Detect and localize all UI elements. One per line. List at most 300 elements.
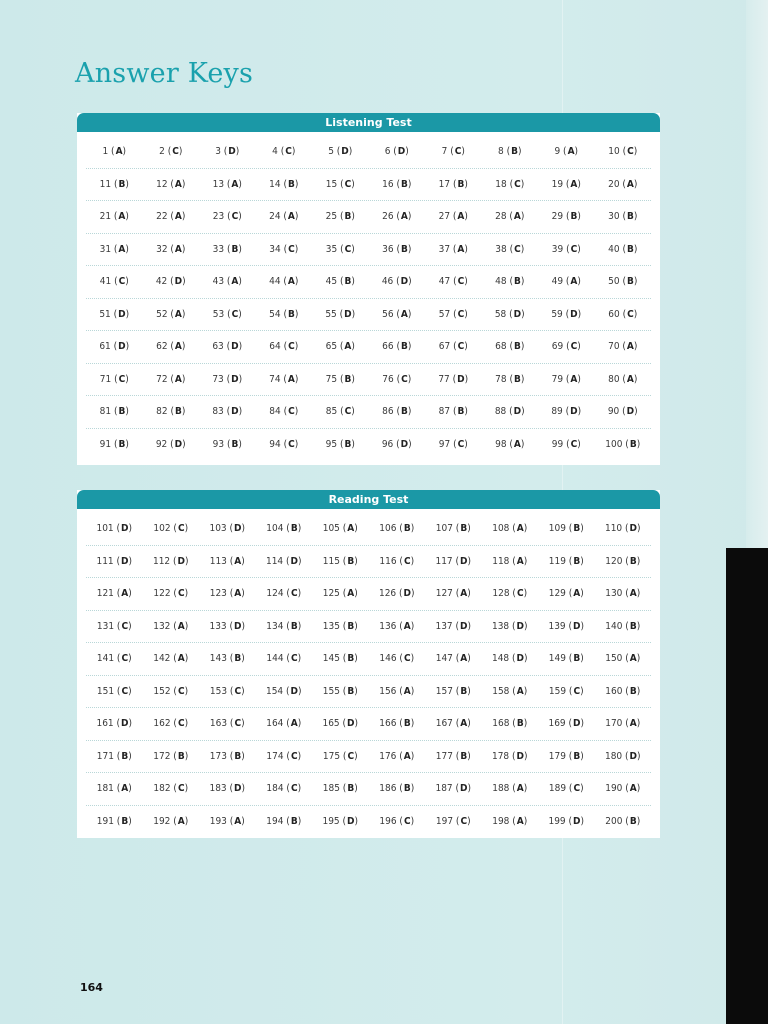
question-number: 91 bbox=[99, 438, 112, 450]
question-number: 150 bbox=[605, 653, 623, 665]
question-number: 111 bbox=[96, 555, 114, 567]
answer-cell: 27 (A) bbox=[438, 211, 468, 223]
answer-cell: 16 (B) bbox=[382, 178, 412, 190]
answer-letter: A bbox=[400, 211, 408, 223]
answer-cell: 42 (D) bbox=[155, 276, 186, 288]
answer-cell: 51 (D) bbox=[99, 308, 130, 320]
answer-row bbox=[86, 643, 651, 676]
answer-cell: 183 (D) bbox=[209, 783, 246, 795]
answer-cell: 163 (C) bbox=[209, 718, 245, 730]
answer-letter: D bbox=[231, 406, 239, 418]
answer-letter: D bbox=[460, 555, 468, 567]
answer-cell: 199 (D) bbox=[548, 815, 585, 827]
answer-cell: 164 (A) bbox=[266, 718, 302, 730]
answer-cell: 103 (D) bbox=[209, 523, 246, 535]
answer-cell: 181 (A) bbox=[96, 783, 132, 795]
answer-letter: B bbox=[400, 178, 408, 190]
answer-cell: 28 (A) bbox=[495, 211, 525, 223]
answer-cell: 129 (A) bbox=[548, 588, 584, 600]
answer-letter: B bbox=[573, 653, 581, 665]
answer-cell: 135 (B) bbox=[322, 620, 358, 632]
answer-letter: A bbox=[174, 341, 182, 353]
question-number: 153 bbox=[209, 685, 228, 697]
answer-letter: A bbox=[516, 783, 524, 795]
question-number: 82 bbox=[156, 406, 168, 418]
question-number: 98 bbox=[495, 438, 507, 450]
answer-letter: A bbox=[234, 815, 242, 827]
question-number: 95 bbox=[325, 438, 338, 450]
answer-cell: 173 (B) bbox=[209, 750, 245, 762]
question-number: 93 bbox=[212, 438, 225, 450]
answer-cell: 34 (C) bbox=[269, 243, 299, 255]
question-number: 30 bbox=[608, 211, 620, 223]
question-number: 166 bbox=[379, 718, 397, 730]
question-number: 170 bbox=[605, 718, 623, 730]
question-number: 137 bbox=[435, 620, 453, 632]
question-number: 151 bbox=[96, 685, 115, 697]
question-number: 122 bbox=[153, 588, 171, 600]
answer-cell: 37 (A) bbox=[438, 243, 468, 255]
answer-row bbox=[86, 201, 651, 234]
answer-cell: 63 (D) bbox=[212, 341, 243, 353]
question-number: 8 bbox=[498, 146, 504, 158]
answer-letter: D bbox=[516, 620, 524, 632]
page-number: 164 bbox=[80, 981, 103, 994]
question-number: 127 bbox=[435, 588, 453, 600]
answer-cell: 187 (D) bbox=[435, 783, 472, 795]
question-number: 9 bbox=[554, 146, 561, 158]
answer-letter: D bbox=[573, 815, 581, 827]
answer-letter: D bbox=[231, 373, 239, 385]
answer-row bbox=[86, 331, 651, 364]
answer-cell: 178 (D) bbox=[491, 750, 528, 762]
answer-letter: B bbox=[174, 406, 182, 418]
question-number: 161 bbox=[96, 718, 114, 730]
answer-cell: 114 (D) bbox=[265, 555, 302, 567]
answer-cell: 118 (A) bbox=[492, 555, 528, 567]
question-number: 96 bbox=[381, 438, 394, 450]
answer-cell: 41 (C) bbox=[99, 276, 129, 288]
answer-cell: 98 (A) bbox=[495, 438, 525, 450]
question-number: 176 bbox=[379, 750, 397, 762]
question-number: 38 bbox=[495, 243, 507, 255]
answer-cell: 100 (B) bbox=[605, 438, 641, 450]
answer-cell: 19 (A) bbox=[551, 178, 581, 190]
question-number: 190 bbox=[605, 783, 623, 795]
question-number: 99 bbox=[551, 438, 564, 450]
question-number: 156 bbox=[379, 685, 397, 697]
answer-cell: 91 (B) bbox=[99, 438, 129, 450]
answer-letter: D bbox=[573, 620, 581, 632]
question-number: 178 bbox=[491, 750, 510, 762]
answer-row bbox=[86, 266, 651, 299]
question-number: 94 bbox=[269, 438, 281, 450]
question-number: 100 bbox=[605, 438, 623, 450]
question-number: 89 bbox=[551, 406, 563, 418]
answer-letter: B bbox=[457, 406, 465, 418]
question-number: 50 bbox=[608, 276, 620, 288]
answer-cell: 172 (B) bbox=[153, 750, 189, 762]
question-number: 12 bbox=[156, 178, 168, 190]
question-number: 101 bbox=[96, 523, 114, 535]
answer-cell: 104 (B) bbox=[266, 523, 302, 535]
answer-letter: D bbox=[570, 308, 578, 320]
question-number: 58 bbox=[494, 308, 507, 320]
question-number: 124 bbox=[266, 588, 284, 600]
answer-letter: D bbox=[397, 146, 406, 158]
answer-cell: 25 (B) bbox=[325, 211, 355, 223]
answer-cell: 169 (D) bbox=[548, 718, 585, 730]
answer-letter: B bbox=[400, 406, 408, 418]
question-number: 40 bbox=[608, 243, 620, 255]
answer-cell: 102 (C) bbox=[153, 523, 189, 535]
question-number: 75 bbox=[325, 373, 338, 385]
answer-cell: 6 (D) bbox=[384, 146, 409, 158]
answer-letter: D bbox=[400, 276, 409, 288]
answer-cell: 195 (D) bbox=[322, 815, 359, 827]
answer-cell: 76 (C) bbox=[382, 373, 412, 385]
answer-letter: A bbox=[403, 620, 411, 632]
question-number: 162 bbox=[153, 718, 171, 730]
answer-cell: 156 (A) bbox=[379, 685, 415, 697]
answer-cell: 139 (D) bbox=[548, 620, 585, 632]
answer-cell: 52 (A) bbox=[156, 308, 186, 320]
question-number: 86 bbox=[382, 406, 394, 418]
question-number: 147 bbox=[435, 653, 453, 665]
answer-cell: 29 (B) bbox=[551, 211, 581, 223]
question-number: 77 bbox=[438, 373, 450, 385]
answer-cell: 22 (A) bbox=[156, 211, 186, 223]
question-number: 84 bbox=[269, 406, 281, 418]
question-number: 24 bbox=[269, 211, 281, 223]
answer-cell: 110 (D) bbox=[604, 523, 641, 535]
answer-letter: C bbox=[285, 146, 292, 158]
question-number: 74 bbox=[269, 373, 281, 385]
answer-letter: B bbox=[290, 620, 298, 632]
answer-cell: 55 (D) bbox=[325, 308, 356, 320]
answer-cell: 151 (C) bbox=[96, 685, 132, 697]
answer-letter: D bbox=[347, 815, 355, 827]
answer-letter: B bbox=[457, 178, 465, 190]
answer-letter: B bbox=[290, 815, 298, 827]
answer-letter: A bbox=[403, 685, 411, 697]
answer-cell: 182 (C) bbox=[153, 783, 189, 795]
question-number: 103 bbox=[209, 523, 227, 535]
question-number: 200 bbox=[605, 815, 623, 827]
answer-cell: 137 (D) bbox=[435, 620, 472, 632]
question-number: 139 bbox=[548, 620, 566, 632]
answer-letter: D bbox=[403, 588, 411, 600]
answer-cell: 1 (A) bbox=[102, 146, 127, 158]
answer-cell: 87 (B) bbox=[438, 406, 468, 418]
answer-letter: C bbox=[288, 438, 295, 450]
answer-letter: A bbox=[513, 211, 521, 223]
question-number: 116 bbox=[379, 555, 397, 567]
answer-letter: A bbox=[460, 718, 468, 730]
question-number: 73 bbox=[212, 373, 224, 385]
answer-cell: 133 (D) bbox=[209, 620, 246, 632]
reading-answer-grid bbox=[77, 509, 660, 837]
answer-letter: A bbox=[344, 341, 352, 353]
answer-cell: 115 (B) bbox=[322, 555, 358, 567]
answer-cell: 39 (C) bbox=[551, 243, 581, 255]
answer-letter: A bbox=[121, 783, 129, 795]
answer-letter: C bbox=[121, 685, 129, 697]
answer-letter: B bbox=[344, 276, 352, 288]
answer-cell: 11 (B) bbox=[99, 178, 129, 190]
question-number: 79 bbox=[551, 373, 564, 385]
question-number: 14 bbox=[269, 178, 281, 190]
answer-letter: C bbox=[570, 243, 578, 255]
answer-letter: B bbox=[460, 523, 468, 535]
answer-letter: B bbox=[118, 406, 126, 418]
answer-row bbox=[86, 708, 651, 741]
question-number: 3 bbox=[215, 146, 221, 158]
answer-letter: B bbox=[626, 211, 634, 223]
question-number: 146 bbox=[379, 653, 397, 665]
answer-letter: A bbox=[118, 211, 126, 223]
answer-letter: B bbox=[626, 243, 634, 255]
question-number: 114 bbox=[265, 555, 284, 567]
answer-letter: C bbox=[177, 685, 185, 697]
question-number: 110 bbox=[604, 523, 623, 535]
question-number: 158 bbox=[492, 685, 510, 697]
question-number: 32 bbox=[156, 243, 168, 255]
question-number: 37 bbox=[438, 243, 451, 255]
answer-letter: A bbox=[347, 588, 355, 600]
answer-letter: D bbox=[629, 750, 637, 762]
answer-cell: 80 (A) bbox=[608, 373, 638, 385]
question-number: 179 bbox=[548, 750, 566, 762]
answer-row bbox=[86, 806, 651, 838]
question-number: 112 bbox=[152, 555, 171, 567]
question-number: 152 bbox=[153, 685, 171, 697]
answer-cell: 89 (D) bbox=[551, 406, 582, 418]
question-number: 71 bbox=[99, 373, 112, 385]
answer-cell: 154 (D) bbox=[265, 685, 302, 697]
answer-letter: D bbox=[513, 406, 522, 418]
question-number: 92 bbox=[155, 438, 168, 450]
question-number: 144 bbox=[266, 653, 284, 665]
question-number: 31 bbox=[99, 243, 112, 255]
question-number: 197 bbox=[435, 815, 454, 827]
answer-cell: 23 (C) bbox=[212, 211, 242, 223]
answer-letter: B bbox=[231, 243, 239, 255]
question-number: 192 bbox=[153, 815, 171, 827]
answer-letter: C bbox=[288, 243, 295, 255]
answer-cell: 61 (D) bbox=[99, 341, 130, 353]
answer-cell: 165 (D) bbox=[322, 718, 359, 730]
answer-letter: B bbox=[403, 783, 411, 795]
answer-letter: A bbox=[570, 373, 578, 385]
answer-letter: B bbox=[629, 815, 637, 827]
answer-cell: 77 (D) bbox=[438, 373, 469, 385]
question-number: 21 bbox=[99, 211, 112, 223]
answer-letter: C bbox=[514, 178, 521, 190]
answer-cell: 64 (C) bbox=[269, 341, 299, 353]
question-number: 102 bbox=[153, 523, 171, 535]
question-number: 181 bbox=[96, 783, 114, 795]
answer-cell: 150 (A) bbox=[605, 653, 641, 665]
answer-cell: 197 (C) bbox=[435, 815, 471, 827]
answer-letter: A bbox=[516, 555, 524, 567]
answer-cell: 123 (A) bbox=[209, 588, 245, 600]
answer-letter: A bbox=[457, 243, 465, 255]
question-number: 48 bbox=[495, 276, 507, 288]
question-number: 168 bbox=[492, 718, 510, 730]
question-number: 61 bbox=[99, 341, 111, 353]
answer-letter: B bbox=[287, 178, 295, 190]
answer-letter: C bbox=[460, 815, 468, 827]
question-number: 129 bbox=[548, 588, 566, 600]
answer-letter: A bbox=[516, 815, 524, 827]
answer-row bbox=[86, 364, 651, 397]
answer-letter: D bbox=[290, 555, 298, 567]
question-number: 185 bbox=[322, 783, 340, 795]
answer-letter: D bbox=[516, 750, 524, 762]
question-number: 191 bbox=[96, 815, 114, 827]
scan-border bbox=[726, 548, 768, 1024]
answer-letter: C bbox=[118, 373, 126, 385]
answer-cell: 190 (A) bbox=[605, 783, 641, 795]
question-number: 105 bbox=[322, 523, 340, 535]
answer-cell: 143 (B) bbox=[209, 653, 245, 665]
answer-letter: C bbox=[516, 588, 524, 600]
answer-cell: 126 (D) bbox=[378, 588, 415, 600]
answer-letter: B bbox=[344, 438, 352, 450]
answer-letter: A bbox=[513, 438, 521, 450]
answer-letter: C bbox=[627, 146, 634, 158]
question-number: 83 bbox=[212, 406, 224, 418]
question-number: 117 bbox=[435, 555, 453, 567]
answer-cell: 97 (C) bbox=[438, 438, 468, 450]
answer-row bbox=[86, 396, 651, 429]
question-number: 113 bbox=[209, 555, 227, 567]
question-number: 171 bbox=[96, 750, 114, 762]
answer-letter: B bbox=[344, 211, 352, 223]
answer-letter: B bbox=[231, 438, 239, 450]
question-number: 60 bbox=[608, 308, 620, 320]
question-number: 81 bbox=[99, 406, 112, 418]
question-number: 119 bbox=[548, 555, 566, 567]
question-number: 55 bbox=[325, 308, 337, 320]
answer-letter: C bbox=[403, 653, 411, 665]
answer-cell: 13 (A) bbox=[212, 178, 242, 190]
answer-letter: C bbox=[573, 783, 581, 795]
question-number: 62 bbox=[156, 341, 168, 353]
answer-cell: 185 (B) bbox=[322, 783, 358, 795]
question-number: 72 bbox=[156, 373, 168, 385]
answer-letter: B bbox=[403, 718, 411, 730]
answer-letter: D bbox=[177, 555, 185, 567]
answer-cell: 30 (B) bbox=[608, 211, 638, 223]
answer-letter: C bbox=[288, 341, 295, 353]
answer-letter: A bbox=[177, 620, 185, 632]
answer-letter: B bbox=[344, 373, 352, 385]
answer-cell: 69 (C) bbox=[551, 341, 581, 353]
answer-letter: B bbox=[118, 178, 126, 190]
answer-letter: A bbox=[629, 653, 637, 665]
question-number: 155 bbox=[322, 685, 340, 697]
question-number: 17 bbox=[438, 178, 451, 190]
answer-cell: 179 (B) bbox=[548, 750, 584, 762]
question-number: 184 bbox=[266, 783, 284, 795]
question-number: 57 bbox=[438, 308, 451, 320]
question-number: 134 bbox=[266, 620, 284, 632]
question-number: 157 bbox=[435, 685, 453, 697]
question-number: 15 bbox=[325, 178, 338, 190]
answer-cell: 111 (D) bbox=[96, 555, 133, 567]
answer-cell: 35 (C) bbox=[325, 243, 355, 255]
answer-letter: B bbox=[573, 523, 581, 535]
question-number: 25 bbox=[325, 211, 338, 223]
listening-answer-grid bbox=[77, 132, 660, 460]
question-number: 43 bbox=[212, 276, 225, 288]
answer-row bbox=[86, 234, 651, 267]
answer-letter: C bbox=[457, 341, 465, 353]
answer-letter: C bbox=[344, 178, 352, 190]
question-number: 68 bbox=[495, 341, 507, 353]
answer-letter: A bbox=[174, 178, 182, 190]
answer-letter: D bbox=[121, 718, 129, 730]
answer-letter: B bbox=[513, 276, 521, 288]
answer-letter: C bbox=[570, 438, 578, 450]
answer-cell: 131 (C) bbox=[96, 620, 132, 632]
answer-letter: C bbox=[290, 588, 298, 600]
answer-letter: B bbox=[573, 750, 581, 762]
answer-letter: A bbox=[115, 146, 123, 158]
answer-cell: 33 (B) bbox=[212, 243, 242, 255]
question-number: 16 bbox=[382, 178, 394, 190]
answer-cell: 14 (B) bbox=[269, 178, 299, 190]
question-number: 180 bbox=[604, 750, 623, 762]
question-number: 41 bbox=[99, 276, 112, 288]
question-number: 67 bbox=[438, 341, 451, 353]
answer-cell: 70 (A) bbox=[608, 341, 638, 353]
answer-cell: 166 (B) bbox=[379, 718, 415, 730]
answer-cell: 46 (D) bbox=[381, 276, 412, 288]
question-number: 44 bbox=[269, 276, 281, 288]
answer-letter: A bbox=[287, 276, 295, 288]
answer-cell: 101 (D) bbox=[96, 523, 133, 535]
answer-cell: 184 (C) bbox=[266, 783, 302, 795]
answer-letter: C bbox=[288, 406, 295, 418]
question-number: 175 bbox=[322, 750, 341, 762]
question-number: 2 bbox=[159, 146, 165, 158]
answer-letter: D bbox=[234, 620, 242, 632]
answer-row bbox=[86, 773, 651, 806]
answer-cell: 8 (B) bbox=[498, 146, 522, 158]
answer-cell: 15 (C) bbox=[325, 178, 355, 190]
answer-cell: 48 (B) bbox=[495, 276, 525, 288]
answer-cell: 99 (C) bbox=[551, 438, 581, 450]
answer-letter: A bbox=[626, 341, 634, 353]
question-number: 130 bbox=[605, 588, 623, 600]
answer-letter: B bbox=[400, 243, 408, 255]
answer-row bbox=[86, 741, 651, 774]
answer-cell: 83 (D) bbox=[212, 406, 243, 418]
answer-cell: 149 (B) bbox=[548, 653, 584, 665]
answer-letter: A bbox=[231, 178, 239, 190]
answer-letter: C bbox=[231, 211, 239, 223]
question-number: 85 bbox=[325, 406, 338, 418]
answer-cell: 65 (A) bbox=[325, 341, 355, 353]
answer-cell: 155 (B) bbox=[322, 685, 358, 697]
answer-letter: D bbox=[231, 341, 239, 353]
answer-cell: 50 (B) bbox=[608, 276, 638, 288]
question-number: 56 bbox=[382, 308, 394, 320]
answer-cell: 59 (D) bbox=[551, 308, 582, 320]
